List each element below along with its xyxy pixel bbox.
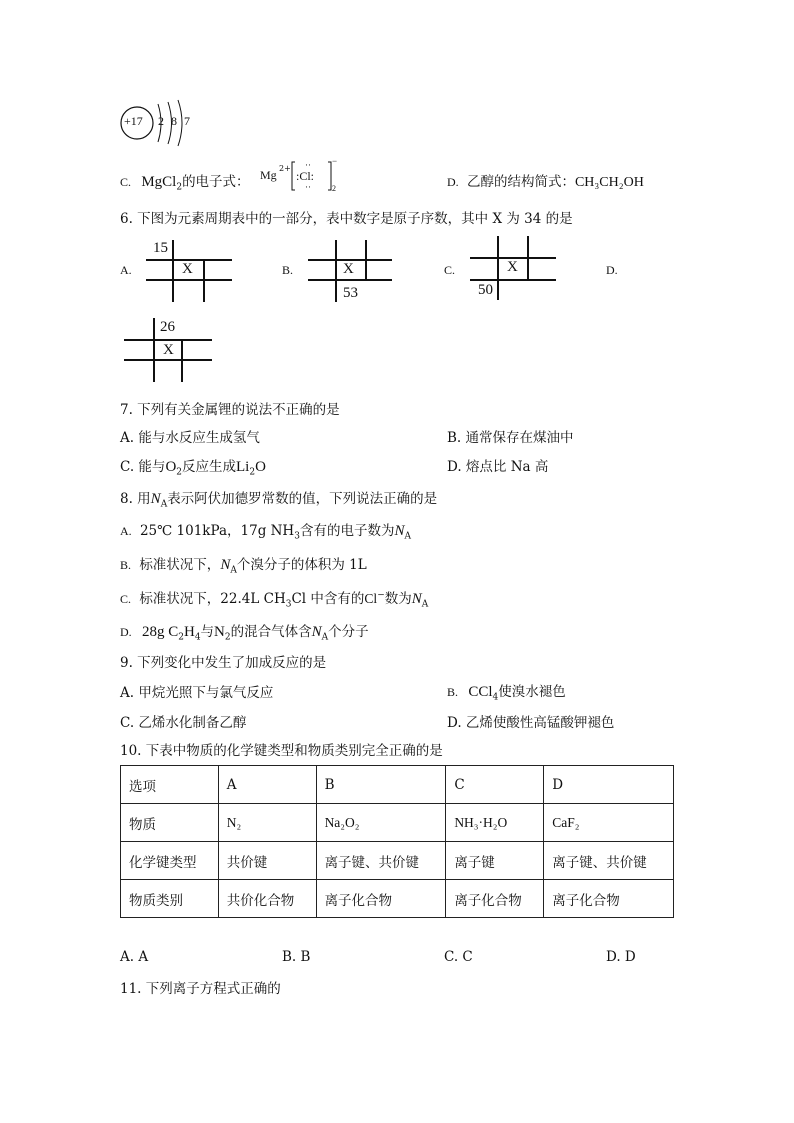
q8-option-c: C. 标准状况下，22.4L $CH_3Cl$ 中含有的Cl−数为$N_A$ <box>120 590 429 610</box>
table-cell: C <box>446 766 544 804</box>
nucleus-charge: +17 <box>124 114 143 128</box>
table-cell: 离子键、共价键 <box>316 842 446 880</box>
q6-option-b-label: B. <box>282 263 294 277</box>
table-cell: N₂ <box>218 804 316 842</box>
q6-d-x: X <box>163 342 174 358</box>
q6-b-x: X <box>343 261 354 277</box>
q6-d-number: 26 <box>160 319 175 335</box>
q6-option-c-label: C. <box>444 263 456 277</box>
table-row <box>121 766 674 804</box>
q7-stem: 7. 下列有关金属锂的说法不正确的是 <box>120 402 340 418</box>
q10-stem: 10. 下表中物质的化学键类型和物质类别完全正确的是 <box>120 743 443 759</box>
table-cell: 离子键 <box>446 842 544 880</box>
table-cell: 共价化合物 <box>218 880 316 918</box>
q11-stem: 11. 下列离子方程式正确的 <box>120 981 281 997</box>
q7-option-b: B. 通常保存在煤油中 <box>447 430 574 446</box>
table-cell: 选项 <box>121 766 219 804</box>
q6-c-x: X <box>507 259 518 275</box>
table-cell: Na₂O₂ <box>316 804 446 842</box>
table-cell: D <box>544 766 674 804</box>
q10-answer-c: C. C <box>444 949 473 965</box>
q6-c-number: 50 <box>478 282 493 298</box>
table-cell: 离子键、共价键 <box>544 842 674 880</box>
q10-table <box>120 765 674 918</box>
table-cell: A <box>218 766 316 804</box>
q6-option-a-label: A. <box>120 263 132 277</box>
q7-option-d: D. 熔点比 Na 高 <box>447 459 549 475</box>
q8-stem: 8. 用$N_A$表示阿伏加德罗常数的值，下列说法正确的是 <box>120 491 438 510</box>
q6-a-x: X <box>182 261 193 277</box>
q8-option-a: A. 25℃ 101kPa，17g $NH_3$含有的电子数为$N_A$ <box>120 523 411 542</box>
table-cell: NH₃·H₂O <box>446 804 544 842</box>
q10-answer-b: B. B <box>282 949 311 965</box>
electron-shells: 2 8 7 <box>158 114 192 128</box>
q5-option-c: C. MgCl$_2$的电子式： <box>120 174 250 193</box>
table-cell: B <box>316 766 446 804</box>
q8-option-b: B. 标准状况下，$N_A$个溴分子的体积为 1L <box>120 557 367 576</box>
table-cell: 离子化合物 <box>316 880 446 918</box>
q9-option-b: B. CCl$_4$使溴水褪色 <box>447 684 566 703</box>
table-cell: 共价键 <box>218 842 316 880</box>
table-row <box>121 804 674 842</box>
q10-answer-a: A. A <box>120 949 149 965</box>
table-row <box>121 842 674 880</box>
q7-option-a: A. 能与水反应生成氢气 <box>120 430 260 446</box>
q9-option-c: C. 乙烯水化制备乙醇 <box>120 715 247 731</box>
table-cell: 物质 <box>121 804 219 842</box>
q9-option-d: D. 乙烯使酸性高锰酸钾褪色 <box>447 715 615 731</box>
q9-stem: 9. 下列变化中发生了加成反应的是 <box>120 655 327 671</box>
q7-option-c: C. 能与$O_2$反应生成$Li_2O$ <box>120 459 266 478</box>
q6-b-number: 53 <box>343 285 358 301</box>
mgcl2-electron-formula: Mg 2+ :Cl: ·· ·· − 2 <box>260 156 338 193</box>
q9-option-a: A. 甲烷光照下与氯气反应 <box>120 685 274 701</box>
q6-stem: 6. 下图为元素周期表中的一部分，表中数字是原子序数，其中 X 为 34 的是 <box>120 211 573 227</box>
table-cell: 离子化合物 <box>544 880 674 918</box>
table-cell: 化学键类型 <box>121 842 219 880</box>
table-row <box>121 880 674 918</box>
q10-answer-d: D. D <box>606 949 636 965</box>
table-cell: 离子化合物 <box>446 880 544 918</box>
q8-option-d: D. 28g $C_2H_4$与$N_2$的混合气体含$N_A$个分子 <box>120 624 369 643</box>
q6-a-number: 15 <box>153 240 168 256</box>
q5-option-d: D. 乙醇的结构简式：CH₃CH₂OH <box>447 174 644 190</box>
table-cell: 物质类别 <box>121 880 219 918</box>
q6-option-d-label: D. <box>606 263 618 277</box>
table-cell: CaF₂ <box>544 804 674 842</box>
